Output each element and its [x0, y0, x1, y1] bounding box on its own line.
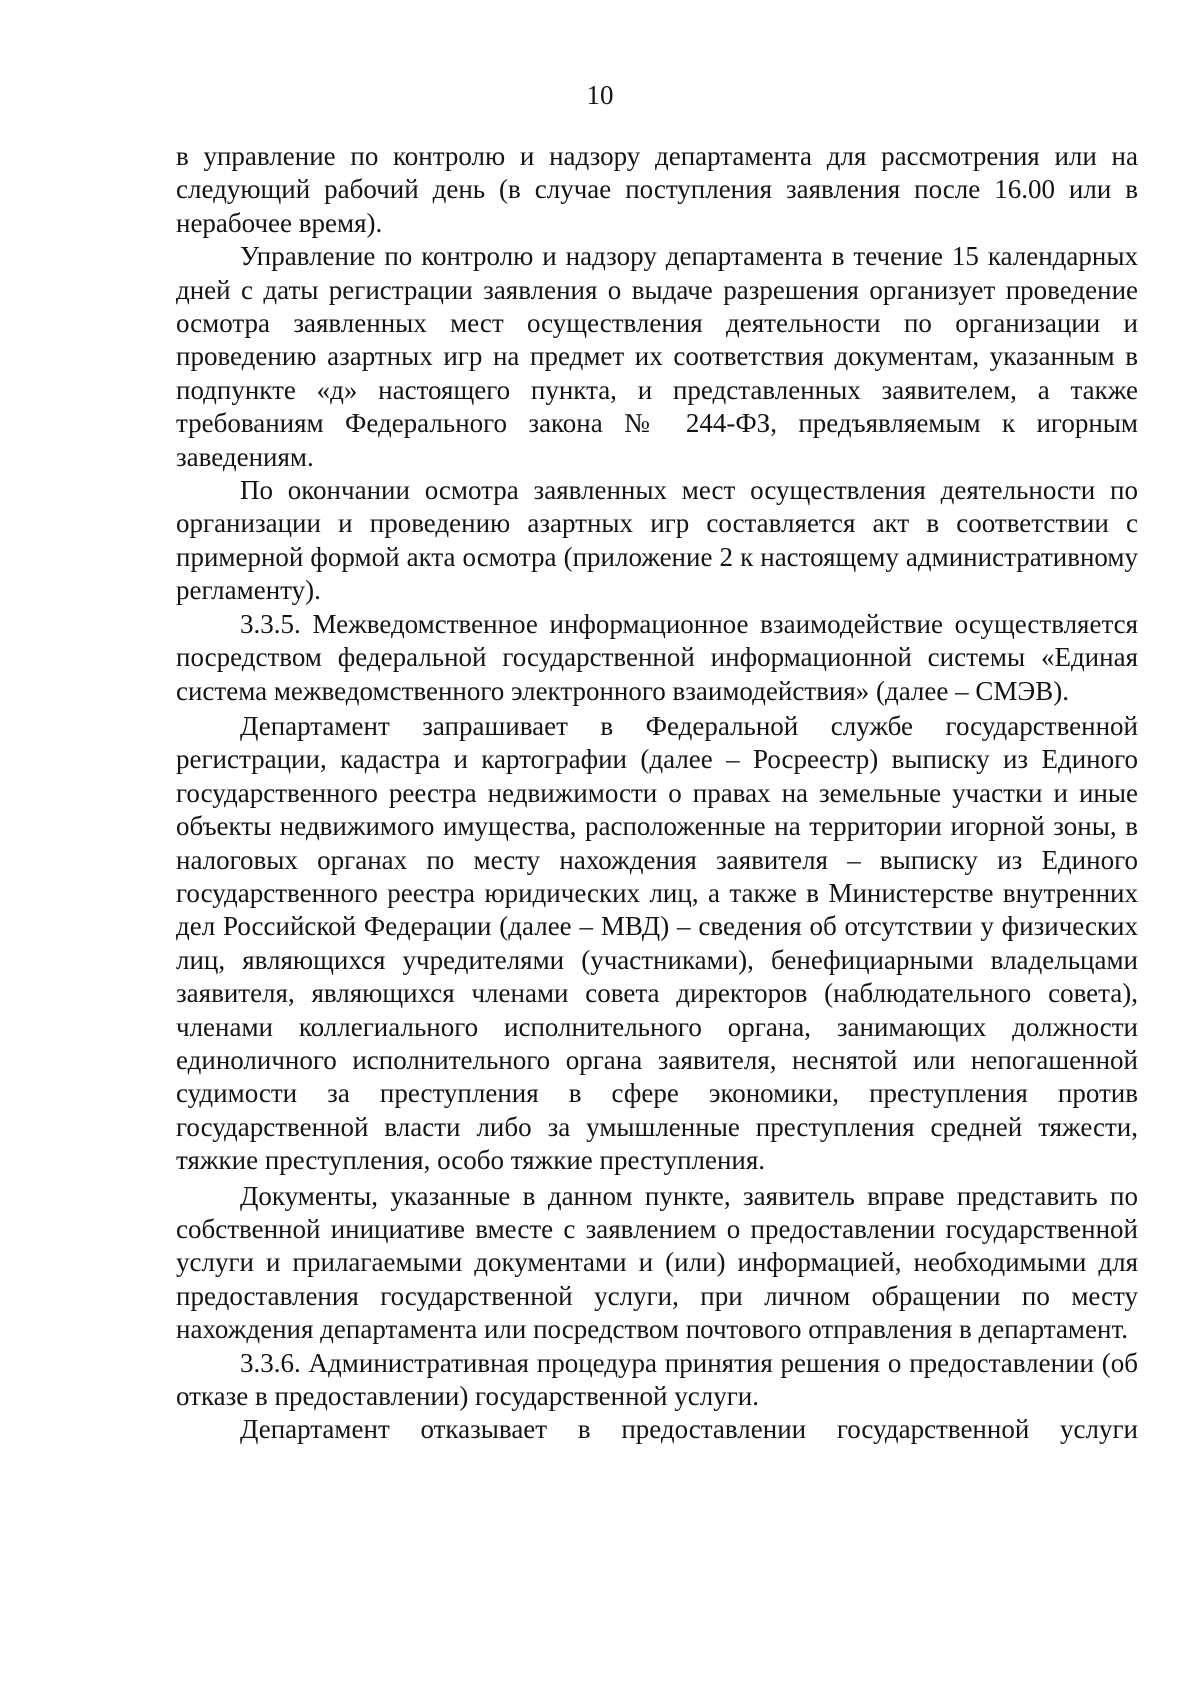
paragraph-continuation: в управление по контролю и надзору департамента для рассмотрения или на следующий рабочий день (в случае поступления заявления после 16.00 или в нерабочее время). — [176, 141, 1138, 238]
paragraph-3-3-5: 3.3.5. Межведомственное информационное взаимодействие осуществляется посредством федеральной государственной информационной системы «Единая система межведомственного электронного взаимодействия» (далее – СМЭВ). — [176, 608, 1138, 706]
paragraph-inspection: Управление по контролю и надзору департамента в течение 15 календарных дней с даты регистрации заявления о выдаче разрешения организует проведение осмотра заявленных мест осуществления деятельности по организации и проведению азартных игр на предмет их соответствия документам, указанным в подпункте «д» настоящего пункта, и представленных заявителем, а также требованиям Федерального закона № 244-ФЗ, предъявляемым к игорным заведениям. — [176, 241, 1138, 472]
paragraph-3-3-6: 3.3.6. Административная процедура принятия решения о предоставлении (об отказе в предоставлении) государственной услуги. — [176, 1347, 1138, 1412]
paragraph-department-requests: Департамент запрашивает в Федеральной службе государственной регистрации, кадастра и картографии (далее – Росреестр) выписку из Единого государственного реестра недвижимости о правах на земельные участки и иные объекты недвижимого имущества, расположенные на территории игорной зоны, в налоговых органах по месту нахождения заявителя – выписку из Единого государственного реестра юридических лиц, а также в Министерстве внутренних дел Российской Федерации (далее – МВД) – сведения об отсутствии у физических лиц, являющихся учредителями (участниками), бенефициарными владельцами заявителя, являющихся членами совета директоров (наблюдательного совета), членами коллегиального исполнительного органа, занимающих должности единоличного исполнительного органа заявителя, неснятой или непогашенной судимости за преступления в сфере экономики, преступления против государственной власти либо за умышленные преступления средней тяжести, тяжкие преступления, особо тяжкие преступления. — [176, 710, 1138, 1176]
paragraph-refusal: Департамент отказывает в предоставлении государственной услуги — [240, 1414, 1138, 1445]
paragraph-inspection-act: По окончании осмотра заявленных мест осуществления деятельности по организации и проведению азартных игр составляется акт в соответствии с примерной формой акта осмотра (приложение 2 к настоящему административному регламенту). — [176, 475, 1138, 606]
page-number: 10 — [586, 80, 614, 110]
document-body — [176, 140, 1138, 1447]
paragraph-documents: Документы, указанные в данном пункте, заявитель вправе представить по собственной инициативе вместе с заявлением о предоставлении государственной услуги и прилагаемыми документами и (или) информацией, необходимыми для предоставления государственной услуги, при личном обращении по месту нахождения департамента или посредством почтового отправления в департамент. — [176, 1180, 1138, 1345]
